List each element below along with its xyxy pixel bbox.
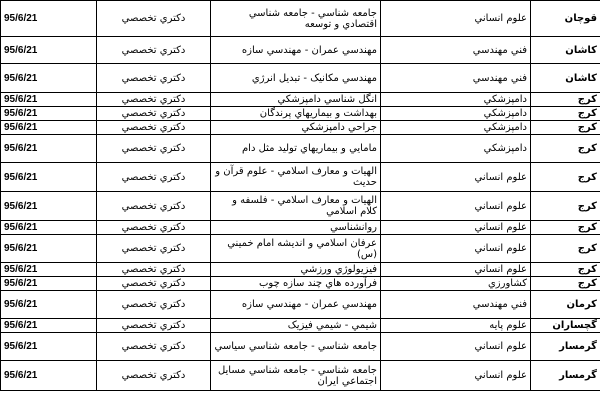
group-cell: كشاورزي: [381, 277, 531, 291]
table-row: [1, 107, 600, 121]
group-cell: علوم انساني: [381, 263, 531, 277]
city-cell: كرج: [531, 192, 600, 221]
table-row: [1, 291, 600, 319]
date-cell: 95/6/21: [1, 163, 97, 192]
degree-cell: دكتري تخصصي: [97, 361, 211, 391]
city-cell: كرج: [531, 93, 600, 107]
group-cell: علوم انساني: [381, 1, 531, 37]
table-body: [1, 1, 600, 391]
degree-cell: دكتري تخصصي: [97, 107, 211, 121]
degree-cell: دكتري تخصصي: [97, 235, 211, 263]
city-cell: كرج: [531, 163, 600, 192]
degree-cell: دكتري تخصصي: [97, 1, 211, 37]
table-row: [1, 221, 600, 235]
group-cell: دامپزشكي: [381, 107, 531, 121]
date-cell: 95/6/21: [1, 192, 97, 221]
date-cell: 95/6/21: [1, 1, 97, 37]
date-cell: 95/6/21: [1, 135, 97, 163]
degree-cell: دكتري تخصصي: [97, 64, 211, 93]
date-cell: 95/6/21: [1, 277, 97, 291]
table-row: [1, 192, 600, 221]
date-cell: 95/6/21: [1, 93, 97, 107]
table-row: [1, 64, 600, 93]
date-cell: 95/6/21: [1, 235, 97, 263]
date-cell: 95/6/21: [1, 121, 97, 135]
major-cell: مهندسي مكانيک - تبديل انرژي: [211, 64, 381, 93]
date-cell: 95/6/21: [1, 221, 97, 235]
degree-cell: دكتري تخصصي: [97, 192, 211, 221]
degree-cell: دكتري تخصصي: [97, 319, 211, 333]
major-cell: عرفان اسلامي و انديشه امام خميني (س): [211, 235, 381, 263]
major-cell: فرآورده هاي چند سازه چوب: [211, 277, 381, 291]
group-cell: فني مهندسي: [381, 37, 531, 64]
city-cell: كرج: [531, 277, 600, 291]
table-row: [1, 235, 600, 263]
degree-cell: دكتري تخصصي: [97, 37, 211, 64]
city-cell: كرج: [531, 263, 600, 277]
major-cell: انگل شناسي دامپزشكي: [211, 93, 381, 107]
major-cell: فيزيولوژي ورزشي: [211, 263, 381, 277]
major-cell: جراحي دامپزشكي: [211, 121, 381, 135]
table-row: [1, 135, 600, 163]
group-cell: دامپزشكي: [381, 93, 531, 107]
major-cell: الهيات و معارف اسلامي - علوم قرآن و حديث: [211, 163, 381, 192]
degree-cell: دكتري تخصصي: [97, 333, 211, 361]
date-cell: 95/6/21: [1, 263, 97, 277]
table-row: [1, 319, 600, 333]
city-cell: كرج: [531, 121, 600, 135]
date-cell: 95/6/21: [1, 37, 97, 64]
table-row: [1, 93, 600, 107]
degree-cell: دكتري تخصصي: [97, 263, 211, 277]
table-row: [1, 121, 600, 135]
group-cell: فني مهندسي: [381, 291, 531, 319]
major-cell: شيمي - شيمي فيزيک: [211, 319, 381, 333]
degree-cell: دكتري تخصصي: [97, 163, 211, 192]
city-cell: گرمسار: [531, 361, 600, 391]
group-cell: فني مهندسي: [381, 64, 531, 93]
city-cell: گرمسار: [531, 333, 600, 361]
table-row: [1, 1, 600, 37]
city-cell: كرج: [531, 221, 600, 235]
table-row: [1, 163, 600, 192]
table-row: [1, 37, 600, 64]
major-cell: مامايي و بيماريهاي توليد مثل دام: [211, 135, 381, 163]
major-cell: الهيات و معارف اسلامي - فلسفه و كلام اسلامي: [211, 192, 381, 221]
table-row: [1, 361, 600, 391]
group-cell: علوم انساني: [381, 235, 531, 263]
city-cell: گچساران: [531, 319, 600, 333]
degree-cell: دكتري تخصصي: [97, 221, 211, 235]
table-row: [1, 263, 600, 277]
city-cell: كاشان: [531, 37, 600, 64]
date-cell: 95/6/21: [1, 361, 97, 391]
group-cell: علوم پايه: [381, 319, 531, 333]
city-cell: كاشان: [531, 64, 600, 93]
degree-cell: دكتري تخصصي: [97, 277, 211, 291]
group-cell: علوم انساني: [381, 192, 531, 221]
degree-cell: دكتري تخصصي: [97, 121, 211, 135]
major-cell: جامعه شناسي - جامعه شناسي سياسي: [211, 333, 381, 361]
date-cell: 95/6/21: [1, 107, 97, 121]
table-row: [1, 333, 600, 361]
major-cell: جامعه شناسي - جامعه شناسي اقتصادي و توسعه: [211, 1, 381, 37]
group-cell: دامپزشكي: [381, 135, 531, 163]
major-cell: مهندسي عمران - مهندسي سازه: [211, 37, 381, 64]
degree-cell: دكتري تخصصي: [97, 291, 211, 319]
major-cell: روانشناسي: [211, 221, 381, 235]
group-cell: علوم انساني: [381, 163, 531, 192]
city-cell: كرج: [531, 235, 600, 263]
city-cell: قوچان: [531, 1, 600, 37]
group-cell: علوم انساني: [381, 221, 531, 235]
major-cell: بهداشت و بيماريهاي پرندگان: [211, 107, 381, 121]
city-cell: كرمان: [531, 291, 600, 319]
degree-cell: دكتري تخصصي: [97, 93, 211, 107]
degree-cell: دكتري تخصصي: [97, 135, 211, 163]
date-cell: 95/6/21: [1, 319, 97, 333]
group-cell: علوم انساني: [381, 361, 531, 391]
date-cell: 95/6/21: [1, 291, 97, 319]
group-cell: دامپزشكي: [381, 121, 531, 135]
city-cell: كرج: [531, 135, 600, 163]
group-cell: علوم انساني: [381, 333, 531, 361]
table-row: [1, 277, 600, 291]
major-cell: جامعه شناسي - جامعه شناسي مسايل اجتماعي ايران: [211, 361, 381, 391]
date-cell: 95/6/21: [1, 64, 97, 93]
city-cell: كرج: [531, 107, 600, 121]
major-cell: مهندسي عمران - مهندسي سازه: [211, 291, 381, 319]
date-cell: 95/6/21: [1, 333, 97, 361]
